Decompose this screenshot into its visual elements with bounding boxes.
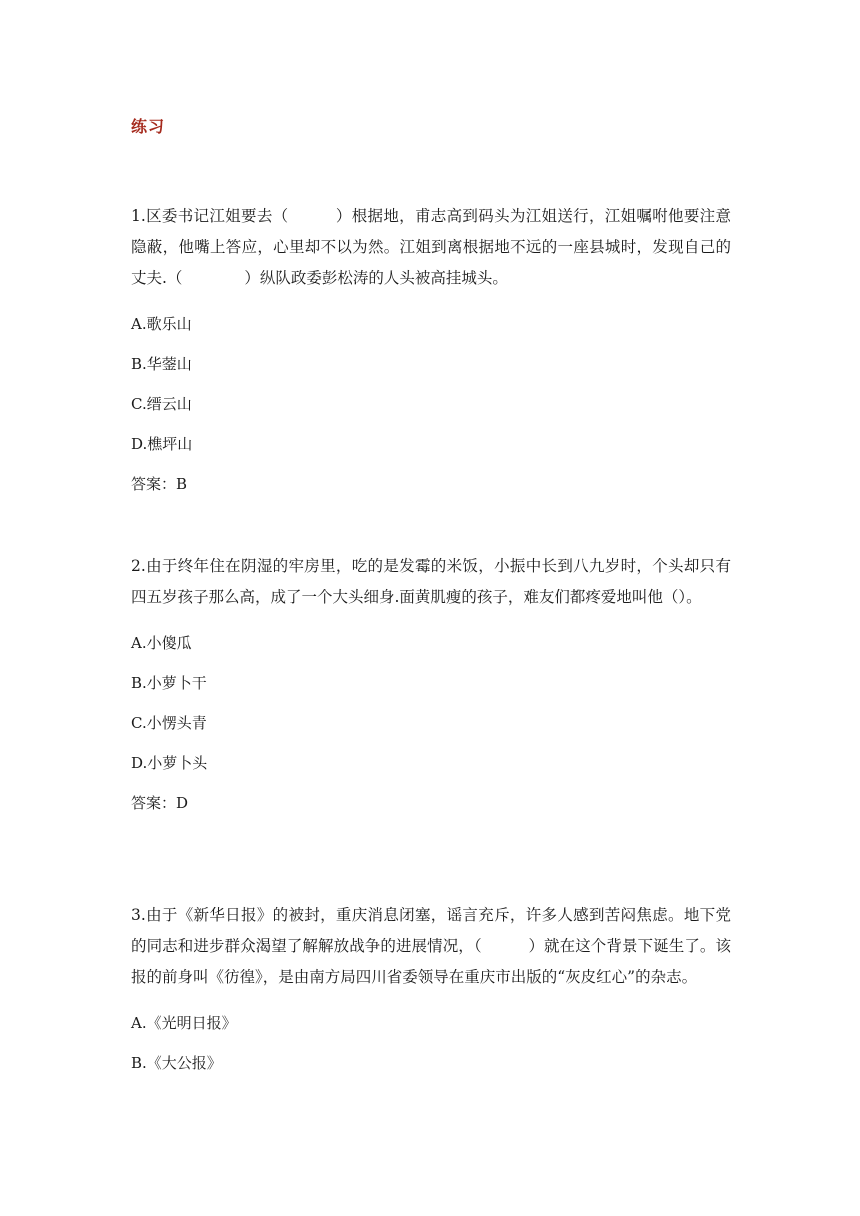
- question-1: [131, 201, 731, 494]
- option-c: C.缙云山: [131, 395, 192, 413]
- section-heading: 练习: [131, 117, 166, 136]
- option-b: B.《大公报》: [131, 1054, 222, 1072]
- option-b: B.华蓥山: [131, 355, 192, 373]
- question-2: [131, 551, 731, 813]
- question-stem: 3.由于《新华日报》的被封，重庆消息闭塞，谣言充斥，许多人感到苦闷焦虑。地下党的同志和进步群众渴望了解解放战争的进展情况，（ ）就在这个背景下诞生了。该报的前身叫《彷徨》，是由南方局四川省委领导在重庆市出版的“灰皮红心”的杂志。: [131, 906, 731, 986]
- answer-line: 答案：D: [131, 794, 189, 812]
- answer-line: 答案：B: [131, 475, 188, 493]
- option-c: C.小愣头青: [131, 714, 207, 732]
- option-d: D.小萝卜头: [131, 754, 208, 772]
- option-a: A.《光明日报》: [131, 1014, 237, 1032]
- option-a: A.歌乐山: [131, 315, 192, 333]
- question-3: [131, 900, 731, 1073]
- question-stem: 2.由于终年住在阴湿的牢房里，吃的是发霉的米饭，小振中长到八九岁时，个头却只有四五岁孩子那么高，成了一个大头细身.面黄肌瘦的孩子，难友们都疼爱地叫他（）。: [131, 557, 731, 606]
- question-stem: 1.区委书记江姐要去（ ）根据地，甫志高到码头为江姐送行，江姐嘱咐他要注意隐蔽，他嘴上答应，心里却不以为然。江姐到离根据地不远的一座县城时，发现自己的丈夫.（ ）纵队政委彭松涛的人头被高挂城头。: [131, 207, 731, 287]
- option-b: B.小萝卜干: [131, 674, 207, 692]
- option-a: A.小傻瓜: [131, 634, 192, 652]
- option-d: D.樵坪山: [131, 435, 193, 453]
